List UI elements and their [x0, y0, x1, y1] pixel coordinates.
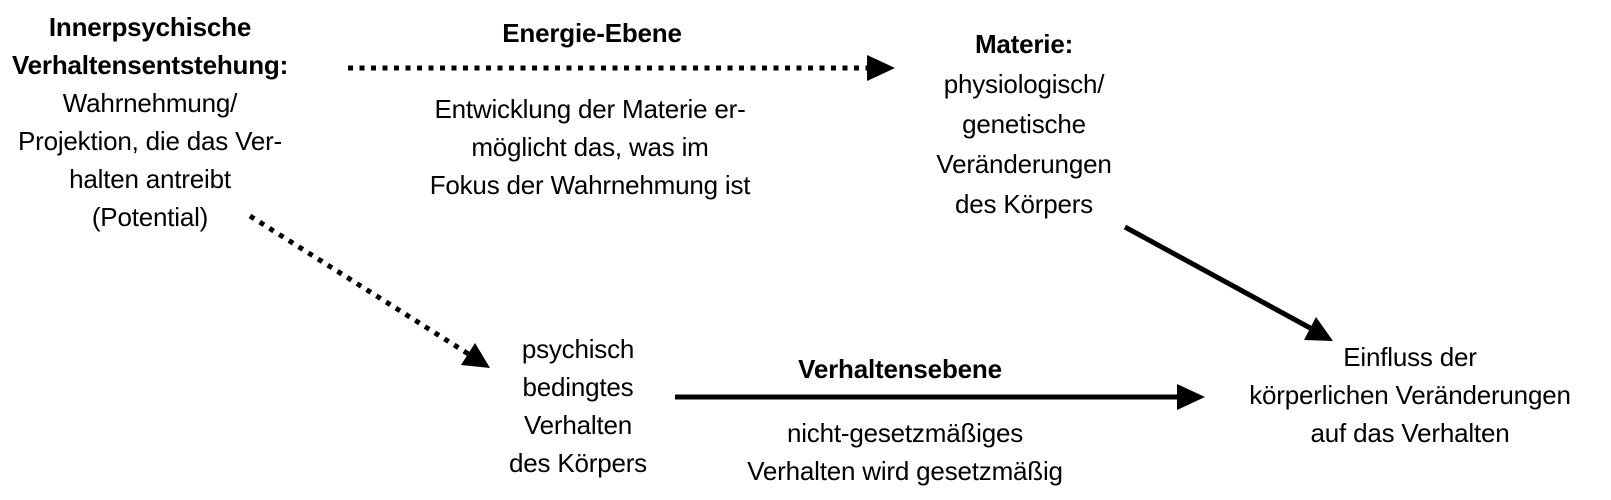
materie-block — [894, 24, 1154, 224]
einfluss-line: auf das Verhalten — [1310, 418, 1510, 448]
inner-psychic-body-line: (Potential) — [91, 202, 209, 232]
energie-ebene-description — [390, 90, 790, 204]
einfluss-line: körperlichen Veränderungen — [1249, 380, 1571, 410]
psychisch-line: bedingtes — [522, 372, 634, 402]
inner-psychic-title-line: Verhaltensentstehung: — [11, 50, 289, 80]
psychisch-line: Verhalten — [523, 410, 633, 440]
energie-ebene-title-text: Energie-Ebene — [502, 18, 682, 48]
energie-description-line: möglicht das, was im — [471, 132, 709, 162]
inner-psychic-body-line: Wahrnehmung/ — [62, 88, 238, 118]
materie-body-line: genetische — [962, 109, 1086, 139]
materie-to-einfluss-arrow — [1125, 227, 1333, 341]
energie-ebene-arrow — [348, 55, 895, 81]
inner-psychic-body-line: Projektion, die das Ver- — [17, 126, 282, 156]
psychisch-line: des Körpers — [509, 448, 647, 478]
potential-to-psychisch-arrow — [250, 216, 490, 368]
materie-title: Materie: — [974, 29, 1074, 59]
einfluss-block — [1210, 338, 1610, 452]
verhaltensebene-title-text: Verhaltensebene — [798, 354, 1002, 384]
inner-psychic-title-line: Innerpsychische — [48, 12, 252, 42]
materie-body-line: Veränderungen — [936, 149, 1112, 179]
energie-description-line: Fokus der Wahrnehmung ist — [429, 170, 751, 200]
verhaltensebene-title — [750, 350, 1050, 388]
inner-psychic-body-line: halten antreibt — [69, 164, 231, 194]
verhaltensebene-description-line: nicht-gesetzmäßiges — [786, 418, 1024, 448]
energie-ebene-title — [442, 14, 742, 52]
verhaltensebene-description-line: Verhalten wird gesetzmäßig — [747, 456, 1063, 486]
einfluss-line: Einfluss der — [1343, 342, 1477, 372]
psychisch-line: psychisch — [521, 334, 635, 364]
inner-psychic-block — [0, 8, 300, 236]
energie-description-line: Entwicklung der Materie er- — [434, 94, 746, 124]
psychisch-block — [478, 330, 678, 482]
materie-body-line: des Körpers — [955, 189, 1093, 219]
verhaltensebene-description — [705, 414, 1105, 490]
materie-body-line: physiologisch/ — [943, 69, 1105, 99]
